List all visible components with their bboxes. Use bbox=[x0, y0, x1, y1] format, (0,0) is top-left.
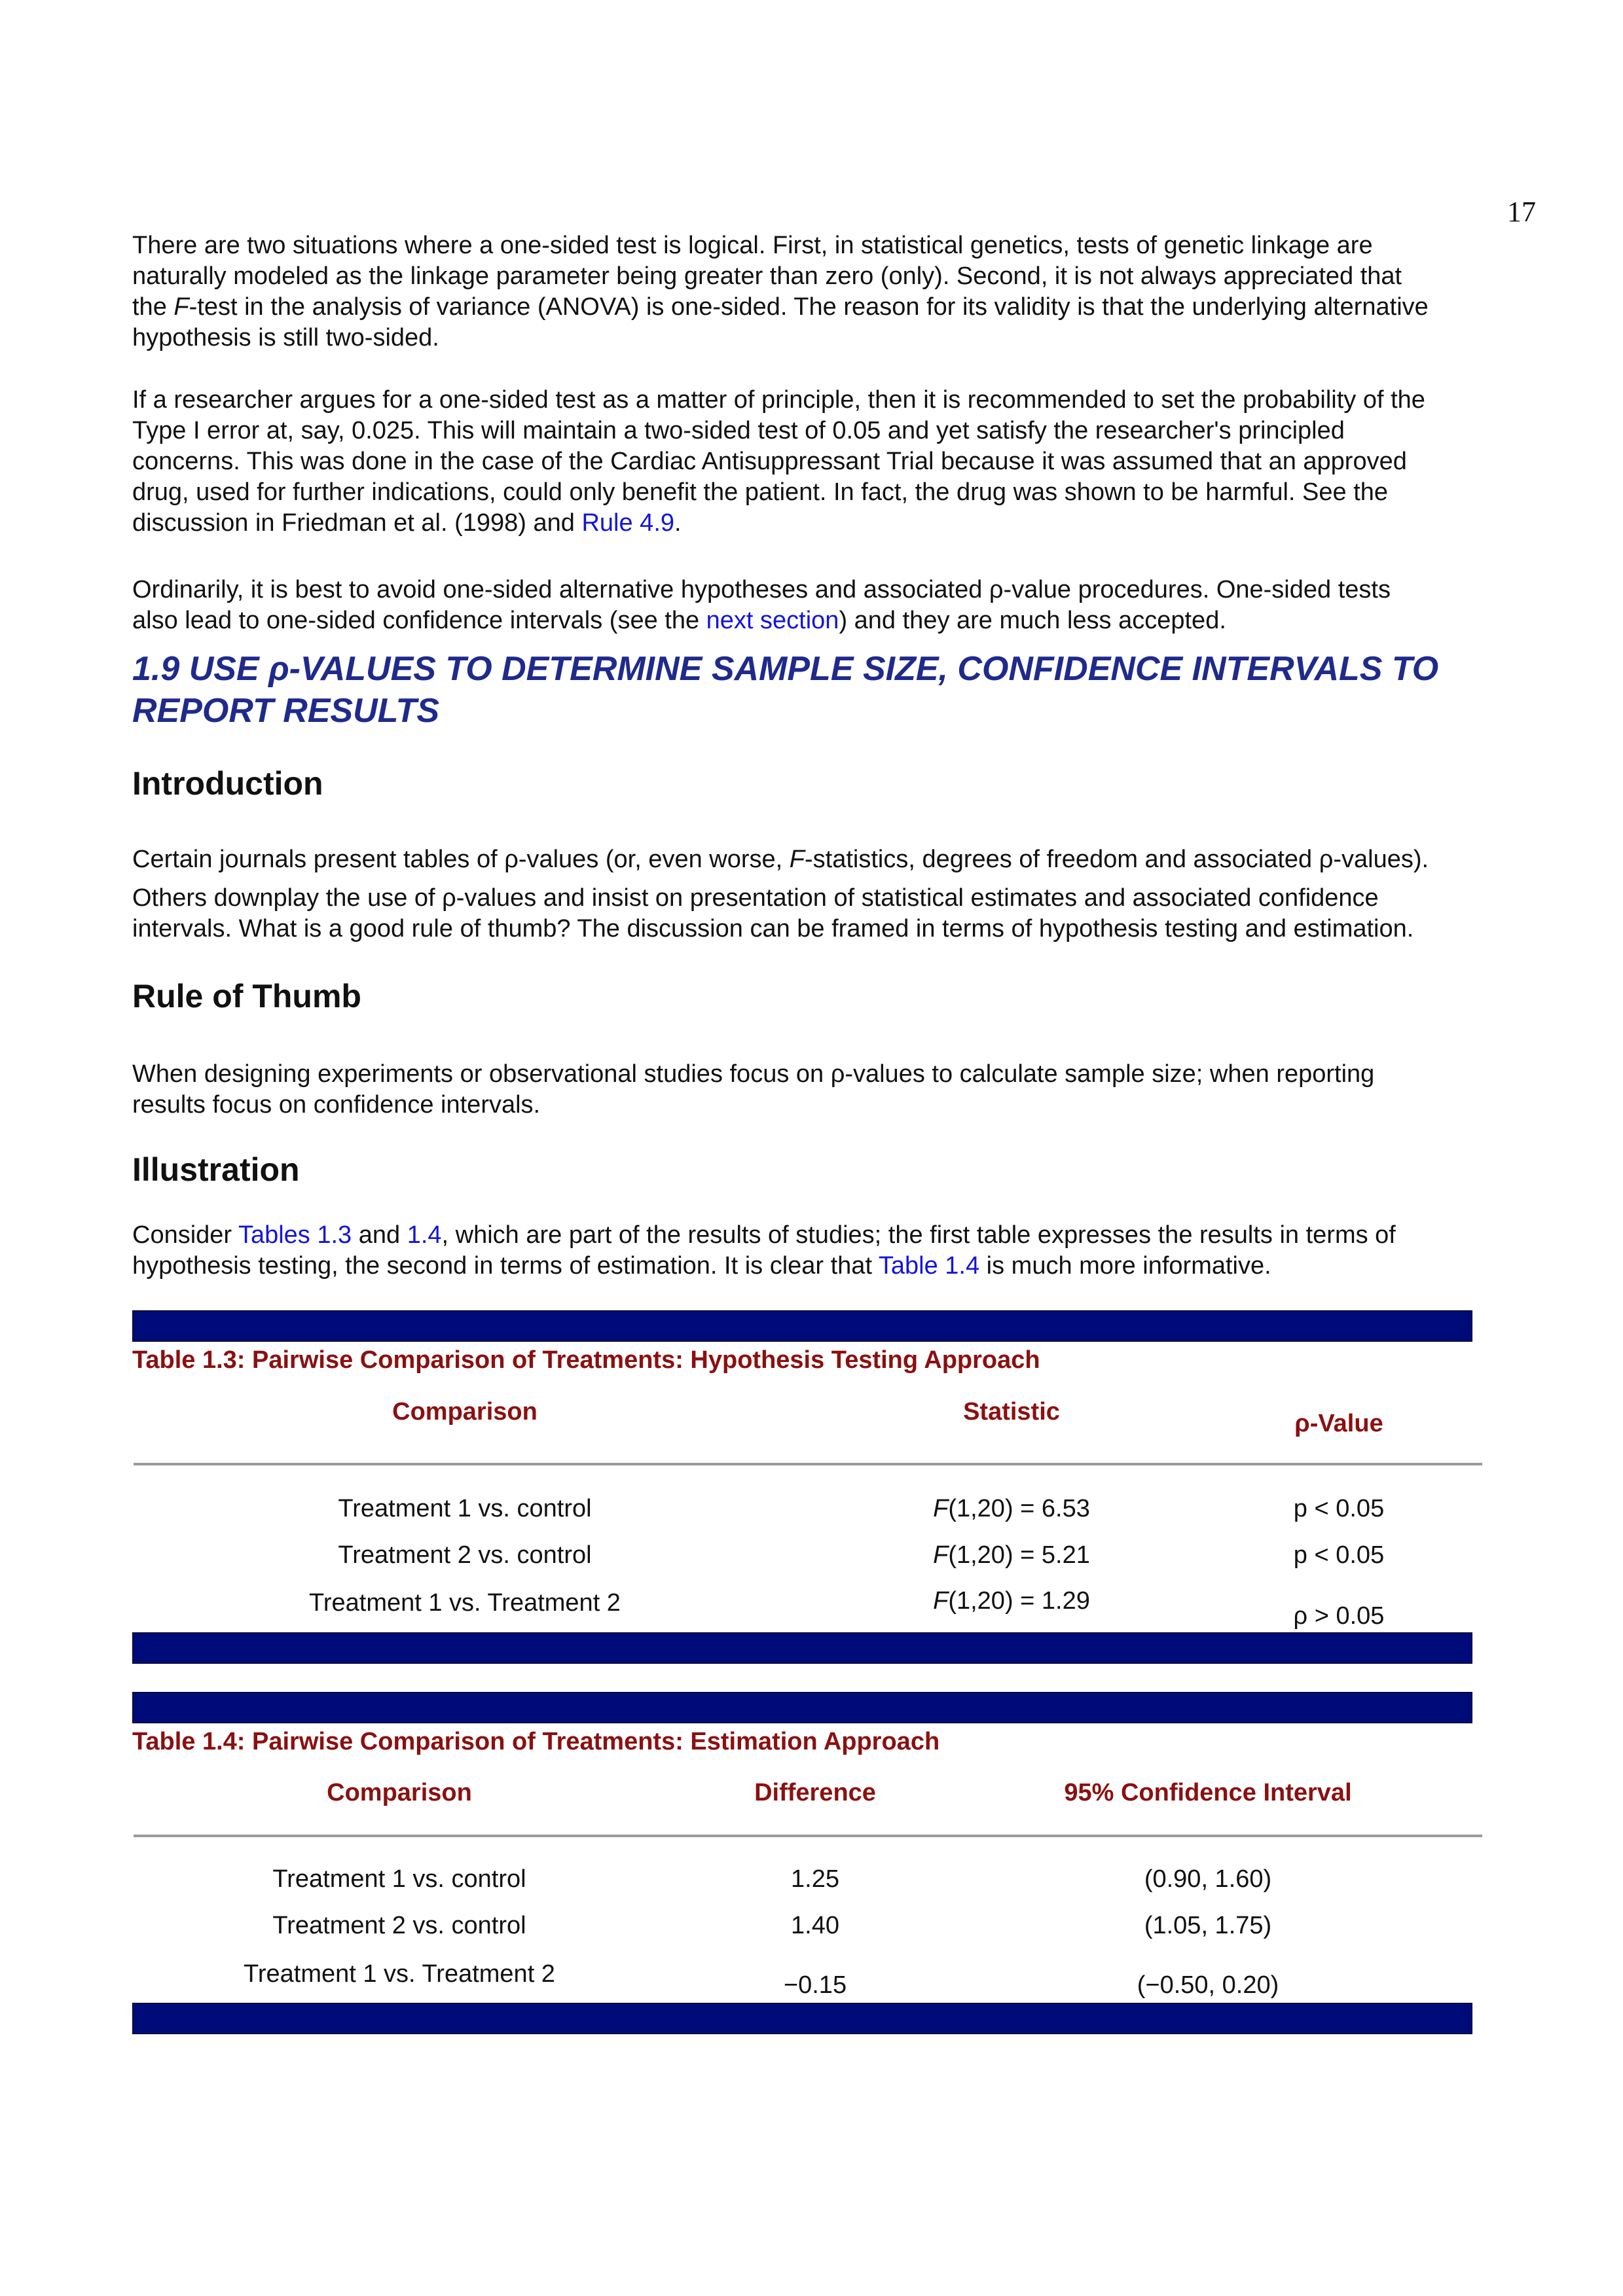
text-line: intervals. What is a good rule of thumb? The discussion can be framed in terms of hypothesis testing and estimation. bbox=[132, 915, 1414, 942]
text-span: -test in the analysis of variance (ANOVA) is one-sided. The reason for its validity is that the underlying alternative bbox=[189, 293, 1429, 321]
table-1-4-top-bar bbox=[132, 1692, 1472, 1723]
table-row-comparison: Treatment 2 vs. control bbox=[338, 1541, 592, 1569]
table-1-3-header-statistic: Statistic bbox=[963, 1398, 1060, 1426]
text-span: Certain journals present tables of ρ-values (or, even worse, bbox=[132, 846, 790, 873]
illustration-paragraph bbox=[132, 1220, 1533, 1282]
text-span: -statistics, degrees of freedom and associated ρ-values). bbox=[805, 846, 1429, 873]
text-span: , which are part of the results of studies; the first table expresses the results in terms of bbox=[441, 1221, 1396, 1249]
italic-f: F bbox=[933, 1495, 949, 1522]
text-span: (1,20) = 5.21 bbox=[948, 1541, 1090, 1569]
text-span: discussion in Friedman et al. (1998) and bbox=[132, 509, 582, 537]
text-line: There are two situations where a one-sided test is logical. First, in statistical genetics, tests of genetic linkage are bbox=[132, 232, 1373, 259]
table-row-confidence-interval: (0.90, 1.60) bbox=[1144, 1865, 1272, 1893]
text-span: (1,20) = 6.53 bbox=[948, 1495, 1090, 1522]
table-row-statistic bbox=[881, 1587, 1142, 1615]
table-row-difference: 1.25 bbox=[791, 1865, 839, 1893]
rule-of-thumb-paragraph bbox=[132, 1059, 1533, 1121]
table-row-confidence-interval: (−0.50, 0.20) bbox=[1137, 1971, 1279, 1999]
section-heading-line: 1.9 USE ρ-VALUES TO DETERMINE SAMPLE SIZE, CONFIDENCE INTERVALS TO bbox=[132, 650, 1439, 688]
paragraph-one-sided-situations bbox=[132, 230, 1533, 353]
section-heading bbox=[132, 648, 1540, 732]
table-row-comparison: Treatment 1 vs. control bbox=[338, 1495, 592, 1522]
text-line: Type I error at, say, 0.025. This will maintain a two-sided test of 0.05 and yet satisfy the researcher's principled bbox=[132, 417, 1345, 444]
text-line: When designing experiments or observational studies focus on ρ-values to calculate sample size; when reporting bbox=[132, 1060, 1375, 1088]
text-span: (1,20) = 1.29 bbox=[948, 1587, 1090, 1615]
text-span: ) and they are much less accepted. bbox=[839, 607, 1226, 634]
table-1-3-header-pvalue: ρ-Value bbox=[1294, 1410, 1383, 1437]
italic-f: F bbox=[933, 1587, 949, 1615]
text-line: If a researcher argues for a one-sided test as a matter of principle, then it is recommended to set the probability of the bbox=[132, 386, 1425, 414]
tables-1-3-link[interactable]: Tables 1.3 bbox=[238, 1221, 352, 1249]
table-row-confidence-interval: (1.05, 1.75) bbox=[1144, 1912, 1272, 1939]
italic-f: F bbox=[173, 293, 189, 321]
illustration-heading: Illustration bbox=[132, 1151, 300, 1188]
text-line: hypothesis is still two-sided. bbox=[132, 324, 439, 351]
text-line bbox=[132, 292, 1533, 323]
paragraph-principle bbox=[132, 385, 1533, 539]
table-1-4-header-rule bbox=[134, 1835, 1482, 1837]
rule-of-thumb-heading: Rule of Thumb bbox=[132, 978, 361, 1014]
table-1-4-header-confidence-interval: 95% Confidence Interval bbox=[1064, 1779, 1352, 1806]
table-1-3-caption: Table 1.3: Pairwise Comparison of Treatments: Hypothesis Testing Approach bbox=[132, 1346, 1040, 1374]
table-1-3-header-comparison: Comparison bbox=[392, 1398, 538, 1426]
table-row-statistic bbox=[881, 1495, 1142, 1523]
text-line: results focus on confidence intervals. bbox=[132, 1091, 541, 1119]
text-span: hypothesis testing, the second in terms of estimation. It is clear that bbox=[132, 1252, 879, 1280]
table-1-4-header-difference: Difference bbox=[754, 1779, 876, 1806]
text-line bbox=[132, 1251, 1533, 1282]
italic-f: F bbox=[933, 1541, 949, 1569]
table-row-statistic bbox=[881, 1541, 1142, 1570]
text-span: and bbox=[352, 1221, 407, 1249]
next-section-link[interactable]: next section bbox=[706, 607, 839, 634]
section-heading-line: REPORT RESULTS bbox=[132, 692, 440, 730]
table-1-4-link[interactable]: Table 1.4 bbox=[878, 1252, 980, 1280]
table-row-comparison: Treatment 1 vs. Treatment 2 bbox=[244, 1960, 555, 1988]
table-row-comparison: Treatment 1 vs. Treatment 2 bbox=[309, 1589, 621, 1617]
introduction-heading: Introduction bbox=[132, 765, 323, 802]
text-line bbox=[132, 1220, 1533, 1251]
table-1-4-link[interactable]: 1.4 bbox=[407, 1221, 442, 1249]
page-number: 17 bbox=[1507, 196, 1536, 228]
text-span: Consider bbox=[132, 1221, 238, 1249]
text-line bbox=[132, 508, 1533, 539]
introduction-paragraph bbox=[132, 844, 1533, 944]
table-1-4-header-comparison: Comparison bbox=[327, 1779, 472, 1806]
text-line: Others downplay the use of ρ-values and insist on presentation of statistical estimates and associated confidence bbox=[132, 884, 1379, 912]
text-line: concerns. This was done in the case of the Cardiac Antisuppressant Trial because it was assumed that an approved bbox=[132, 448, 1407, 475]
text-line: Ordinarily, it is best to avoid one-sided alternative hypotheses and associated ρ-value procedures. One-sided tests bbox=[132, 576, 1391, 603]
table-row-difference: −0.15 bbox=[783, 1971, 847, 1999]
table-row-comparison: Treatment 1 vs. control bbox=[272, 1865, 526, 1893]
rule-4-9-link[interactable]: Rule 4.9 bbox=[581, 509, 675, 537]
table-1-4-caption: Table 1.4: Pairwise Comparison of Treatments: Estimation Approach bbox=[132, 1728, 940, 1755]
text-span: also lead to one-sided confidence intervals (see the bbox=[132, 607, 706, 634]
text-span: the bbox=[132, 293, 174, 321]
paragraph-ordinarily bbox=[132, 575, 1533, 636]
table-1-3-header-rule bbox=[134, 1463, 1482, 1465]
table-1-4-bottom-bar bbox=[132, 2003, 1472, 2034]
table-row-difference: 1.40 bbox=[791, 1912, 839, 1939]
table-1-3-bottom-bar bbox=[132, 1632, 1472, 1664]
text-span: . bbox=[674, 509, 682, 537]
italic-f: F bbox=[789, 846, 805, 873]
text-line bbox=[132, 605, 1533, 636]
table-row-pvalue: p < 0.05 bbox=[1293, 1541, 1385, 1569]
text-line: drug, used for further indications, could only benefit the patient. In fact, the drug was shown to be harmful. See the bbox=[132, 478, 1389, 506]
table-row-comparison: Treatment 2 vs. control bbox=[272, 1912, 526, 1939]
table-row-pvalue: ρ > 0.05 bbox=[1293, 1602, 1385, 1630]
table-1-3-top-bar bbox=[132, 1310, 1472, 1342]
text-line bbox=[132, 844, 1533, 875]
text-line: naturally modeled as the linkage parameter being greater than zero (only). Second, it is not always appreciated that bbox=[132, 262, 1402, 290]
table-row-pvalue: p < 0.05 bbox=[1293, 1495, 1385, 1522]
text-span: is much more informative. bbox=[979, 1252, 1271, 1280]
